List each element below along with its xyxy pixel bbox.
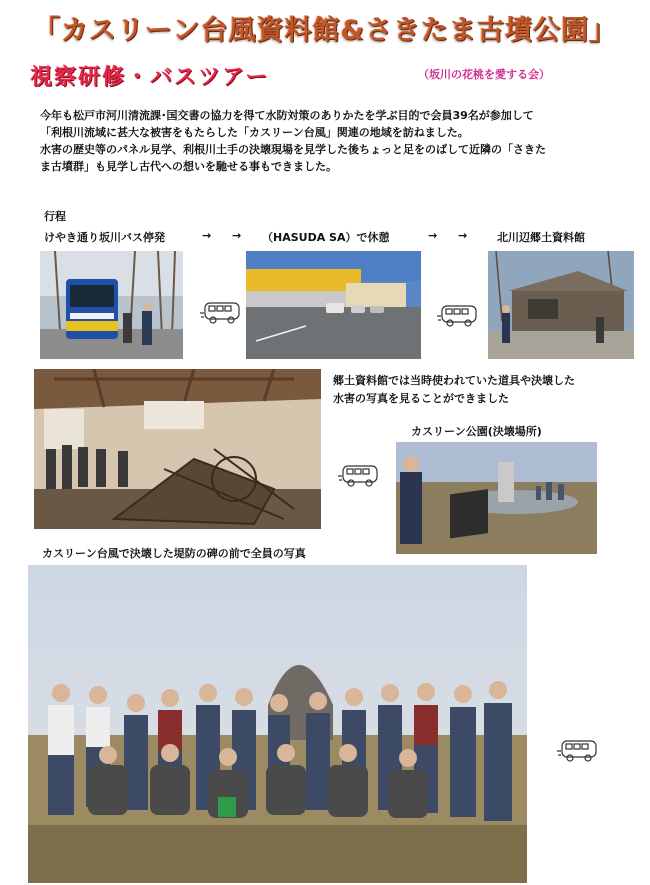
intro-line: 「利根川流域に甚大な被害をもたらした「カスリーン台風」関連の地域を訪ねました。 [40,126,469,139]
itinerary-stop-2: （HASUDA SA）で休憩 [262,231,390,244]
itinerary-stop-3: 北川辺郷土資料館 [497,231,585,244]
group-photo [28,565,527,883]
bus-icon [436,300,480,330]
intro-line: 今年も松戸市河川清流課･国交書の協力を得て水防対策のありかたを学ぶ目的で会員39名が参加して [40,109,534,122]
bus-icon [199,297,243,327]
organization-name: （坂川の花桃を愛する会） [418,68,550,81]
museum-interior-photo [34,369,321,529]
group-caption: カスリーン台風で決壊した堤防の碑の前で全員の写真 [42,547,306,560]
bus-icon [337,460,381,490]
museum-exterior-photo [488,251,634,359]
museum-caption-line: 水害の写真を見ることができました [333,392,509,405]
page-subtitle: 視察研修・バスツアー [30,65,270,90]
itinerary-arrow: → [428,229,438,242]
page-title: 「カスリーン台風資料館&さきたま古墳公園」 [32,15,617,46]
itinerary-arrow: → [458,229,468,242]
itinerary-heading: 行程 [44,210,66,223]
itinerary-arrow: → [202,229,212,242]
museum-caption-line: 郷土資料館では当時使われていた道具や決壊した [333,374,575,387]
bus-stop-photo [40,251,183,359]
park-caption: カスリーン公園(決壊場所) [411,425,542,438]
service-area-photo [246,251,421,359]
intro-line: 水害の歴史等のパネル見学、利根川土手の決壊現場を見学した後ちょっと足をのばして近隣の「さきた [40,143,546,156]
itinerary-arrow: → [232,229,242,242]
intro-text [40,107,640,175]
itinerary-stop-1: けやき通り坂川バス停発 [44,231,165,244]
kathleen-park-photo [396,442,597,554]
intro-line: ま古墳群」も見学し古代への想いを馳せる事もできました。 [40,160,337,173]
bus-icon [556,735,600,765]
